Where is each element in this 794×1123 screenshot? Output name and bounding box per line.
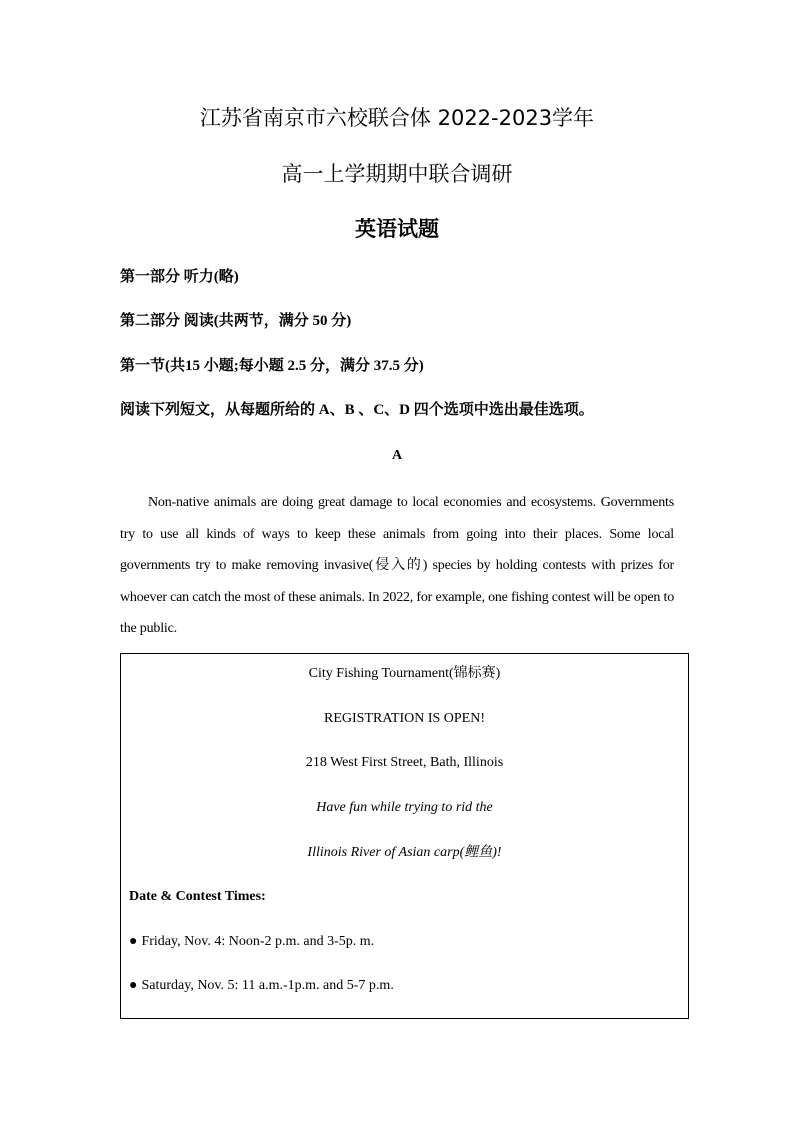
ad-slogan-line-1: Have fun while trying to rid the <box>316 800 493 815</box>
passage-letter: A <box>391 448 403 463</box>
document-title-line-2: 高一上学期期中联合调研 <box>281 162 513 186</box>
reading-instruction: 阅读下列短文，从每题所给的 A、B 、C、D 四个选项中选出最佳选项。 <box>120 402 594 418</box>
bullet-icon: ● <box>129 978 138 993</box>
document-title-line-1: 江苏省南京市六校联合体 2022-2023学年 <box>199 106 595 130</box>
date-text: Friday, Nov. 4: Noon-2 p.m. and 3-5p. m. <box>141 934 375 949</box>
part-two-heading: 第二部分 阅读(共两节，满分 50 分) <box>120 313 352 329</box>
part-one-heading: 第一部分 听力(略) <box>120 269 239 285</box>
list-item <box>129 931 374 953</box>
passage-paragraph: Non-native animals are doing great damage to local economies and ecosystems. Governments try to use all kinds of ways to keep these animals from going into their places. Some local governments try to make removing invasive(侵入的) species by holding contests with prizes for whoever can catch the most of these animals. In 2022, for example, one fishing contest will be open to the public. <box>120 495 674 636</box>
document-title-line-3: 英语试题 <box>355 217 439 241</box>
ad-address: 218 West First Street, Bath, Illinois <box>305 755 504 770</box>
date-text: Saturday, Nov. 5: 11 a.m.-1p.m. and 5-7 p.m. <box>141 978 394 993</box>
ad-registration: REGISTRATION IS OPEN! <box>324 711 485 726</box>
ad-slogan-line-2: Illinois River of Asian carp(鲤鱼)! <box>307 845 502 860</box>
list-item <box>129 975 394 997</box>
ad-dates-heading: Date & Contest Times: <box>129 889 266 904</box>
section-one-heading: 第一节(共15 小题;每小题 2.5 分，满分 37.5 分) <box>120 358 424 374</box>
tournament-ad-box <box>120 653 689 1019</box>
ad-title: City Fishing Tournament(锦标赛) <box>308 666 501 681</box>
bullet-icon: ● <box>129 934 138 949</box>
